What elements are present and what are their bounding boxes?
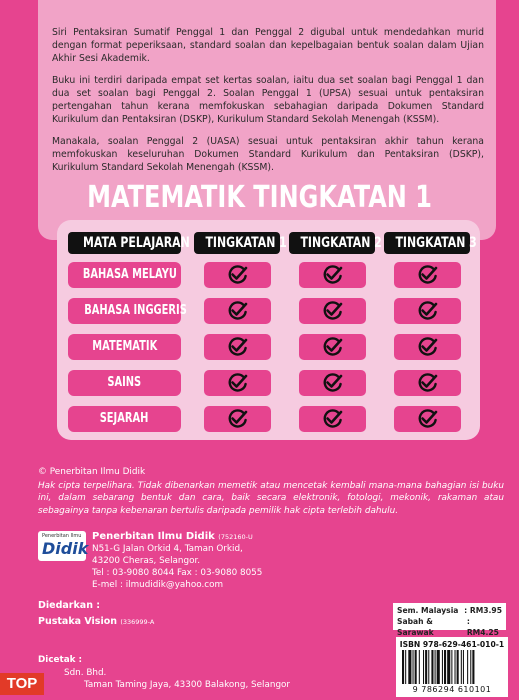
header-form-3: TINGKATAN 3 (384, 232, 470, 254)
check-cell (204, 262, 271, 288)
check-circle-icon (417, 337, 439, 357)
check-cell (394, 334, 461, 360)
logo-small-text: Penerbitan Ilmu (42, 533, 82, 539)
printer-heading: Dicetak : (38, 655, 83, 665)
copyright-title: © Penerbitan Ilmu Didik (38, 467, 146, 477)
subject-row-label: SEJARAH (68, 406, 181, 432)
price-value-2: : RM4.25 (466, 617, 499, 637)
check-cell (299, 334, 366, 360)
intro-paragraph-1: Siri Pentaksiran Sumatif Penggal 1 dan Penggal 2 digubal untuk mendedahkan murid dengan format peperiksaan, standard soalan dan kepelbagaian bentuk soalan dalam Ujian Akhir Sesi Akademik. (52, 27, 484, 64)
distributor-name: Pustaka Vision (336999-A (38, 616, 155, 627)
intro-paragraph-3: Manakala, soalan Penggal 2 (UASA) sesuai untuk pentaksiran akhir tahun kerana memfokuskan keseluruhan Dokumen Standard Kurikulum dan Pentaksiran (DSKP), Kurikulum Standard Sekolah Menengah (KSSM). (52, 136, 484, 173)
subject-title: MATEMATIK TINGKATAN 1 (87, 180, 432, 215)
check-circle-icon (322, 265, 344, 285)
subject-row-label: BAHASA MELAYU (68, 262, 181, 288)
copyright-notice (38, 466, 504, 517)
check-cell (204, 370, 271, 396)
printer-info (38, 654, 290, 692)
check-circle-icon (322, 301, 344, 321)
check-cell (394, 262, 461, 288)
check-circle-icon (322, 409, 344, 429)
check-circle-icon (227, 409, 249, 429)
price-region-2: Sabah & Sarawak (397, 617, 434, 637)
check-circle-icon (322, 373, 344, 393)
header-form-2: TINGKATAN 2 (289, 232, 375, 254)
isbn-digits: 9 786294 610101 (412, 685, 492, 694)
header-form-1: TINGKATAN 1 (194, 232, 280, 254)
check-cell (299, 370, 366, 396)
logo-big-text: Didik (42, 539, 89, 558)
check-cell (204, 298, 271, 324)
price-region-1: Sem. Malaysia (397, 606, 459, 615)
check-cell (299, 262, 366, 288)
publisher-phone: Tel : 03-9080 8044 Fax : 03-9080 8055 (92, 568, 263, 578)
distributor-heading: Diedarkan : (38, 600, 101, 611)
header-subject: MATA PELAJARAN (68, 232, 181, 254)
printer-name: Sdn. Bhd. (64, 667, 107, 678)
barcode-bars (402, 650, 502, 684)
check-cell (394, 298, 461, 324)
check-circle-icon (227, 373, 249, 393)
check-circle-icon (417, 409, 439, 429)
check-circle-icon (227, 265, 249, 285)
price-value-1: : RM3.95 (464, 606, 502, 615)
subject-row-label: MATEMATIK (68, 334, 181, 360)
publisher-logo (38, 531, 89, 561)
watermark-badge: TOP (0, 673, 44, 695)
intro-text (52, 26, 484, 183)
check-cell (299, 298, 366, 324)
price-box (393, 603, 506, 637)
check-circle-icon (417, 265, 439, 285)
intro-paragraph-2: Buku ini terdiri daripada empat set kertas soalan, iaitu dua set soalan bagi Penggal 1 dan dua set soalan bagi Penggal 2. Soalan Penggal 1 (UPSA) sesuai untuk pentaksiran pertengahan tahun kerana memfokuskan sebahagian daripada Dokumen Standard Kurikulum dan Pentaksiran (DSKP), Kurikulum Standard Sekolah Menengah (KSSM). (52, 75, 484, 125)
check-cell (394, 370, 461, 396)
check-cell (204, 334, 271, 360)
check-circle-icon (322, 337, 344, 357)
check-circle-icon (417, 301, 439, 321)
isbn-label: ISBN 978-629-461-010-1 (399, 640, 505, 649)
printer-address: Taman Taming Jaya, 43300 Balakong, Selangor (84, 680, 291, 690)
check-circle-icon (227, 301, 249, 321)
check-cell (204, 406, 271, 432)
publisher-address-1: N51-G Jalan Orkid 4, Taman Orkid, (92, 544, 243, 554)
check-circle-icon (227, 337, 249, 357)
check-cell (394, 406, 461, 432)
publisher-name: Penerbitan Ilmu Didik (752160-U (92, 531, 253, 542)
check-cell (299, 406, 366, 432)
subject-row-label: SAINS (68, 370, 181, 396)
isbn-barcode (396, 637, 508, 697)
publisher-address-2: 43200 Cheras, Selangor. (92, 556, 201, 566)
subject-row-label: BAHASA INGGERIS (68, 298, 181, 324)
distributor-info (38, 600, 154, 628)
publisher-email: E-mel : ilmudidik@yahoo.com (92, 580, 224, 590)
publisher-info (92, 531, 352, 591)
copyright-body: Hak cipta terpelihara. Tidak dibenarkan memetik atau mencetak kembali mana-mana bahagian isi buku ini, dalam sebarang bentuk dan cara, baik secara elektronik, fotologi, mekonik, rakaman atau sebagainya tanpa kebenaran bertulis daripada pemilik hak cipta terlebih dahulu. (38, 480, 504, 516)
check-circle-icon (417, 373, 439, 393)
